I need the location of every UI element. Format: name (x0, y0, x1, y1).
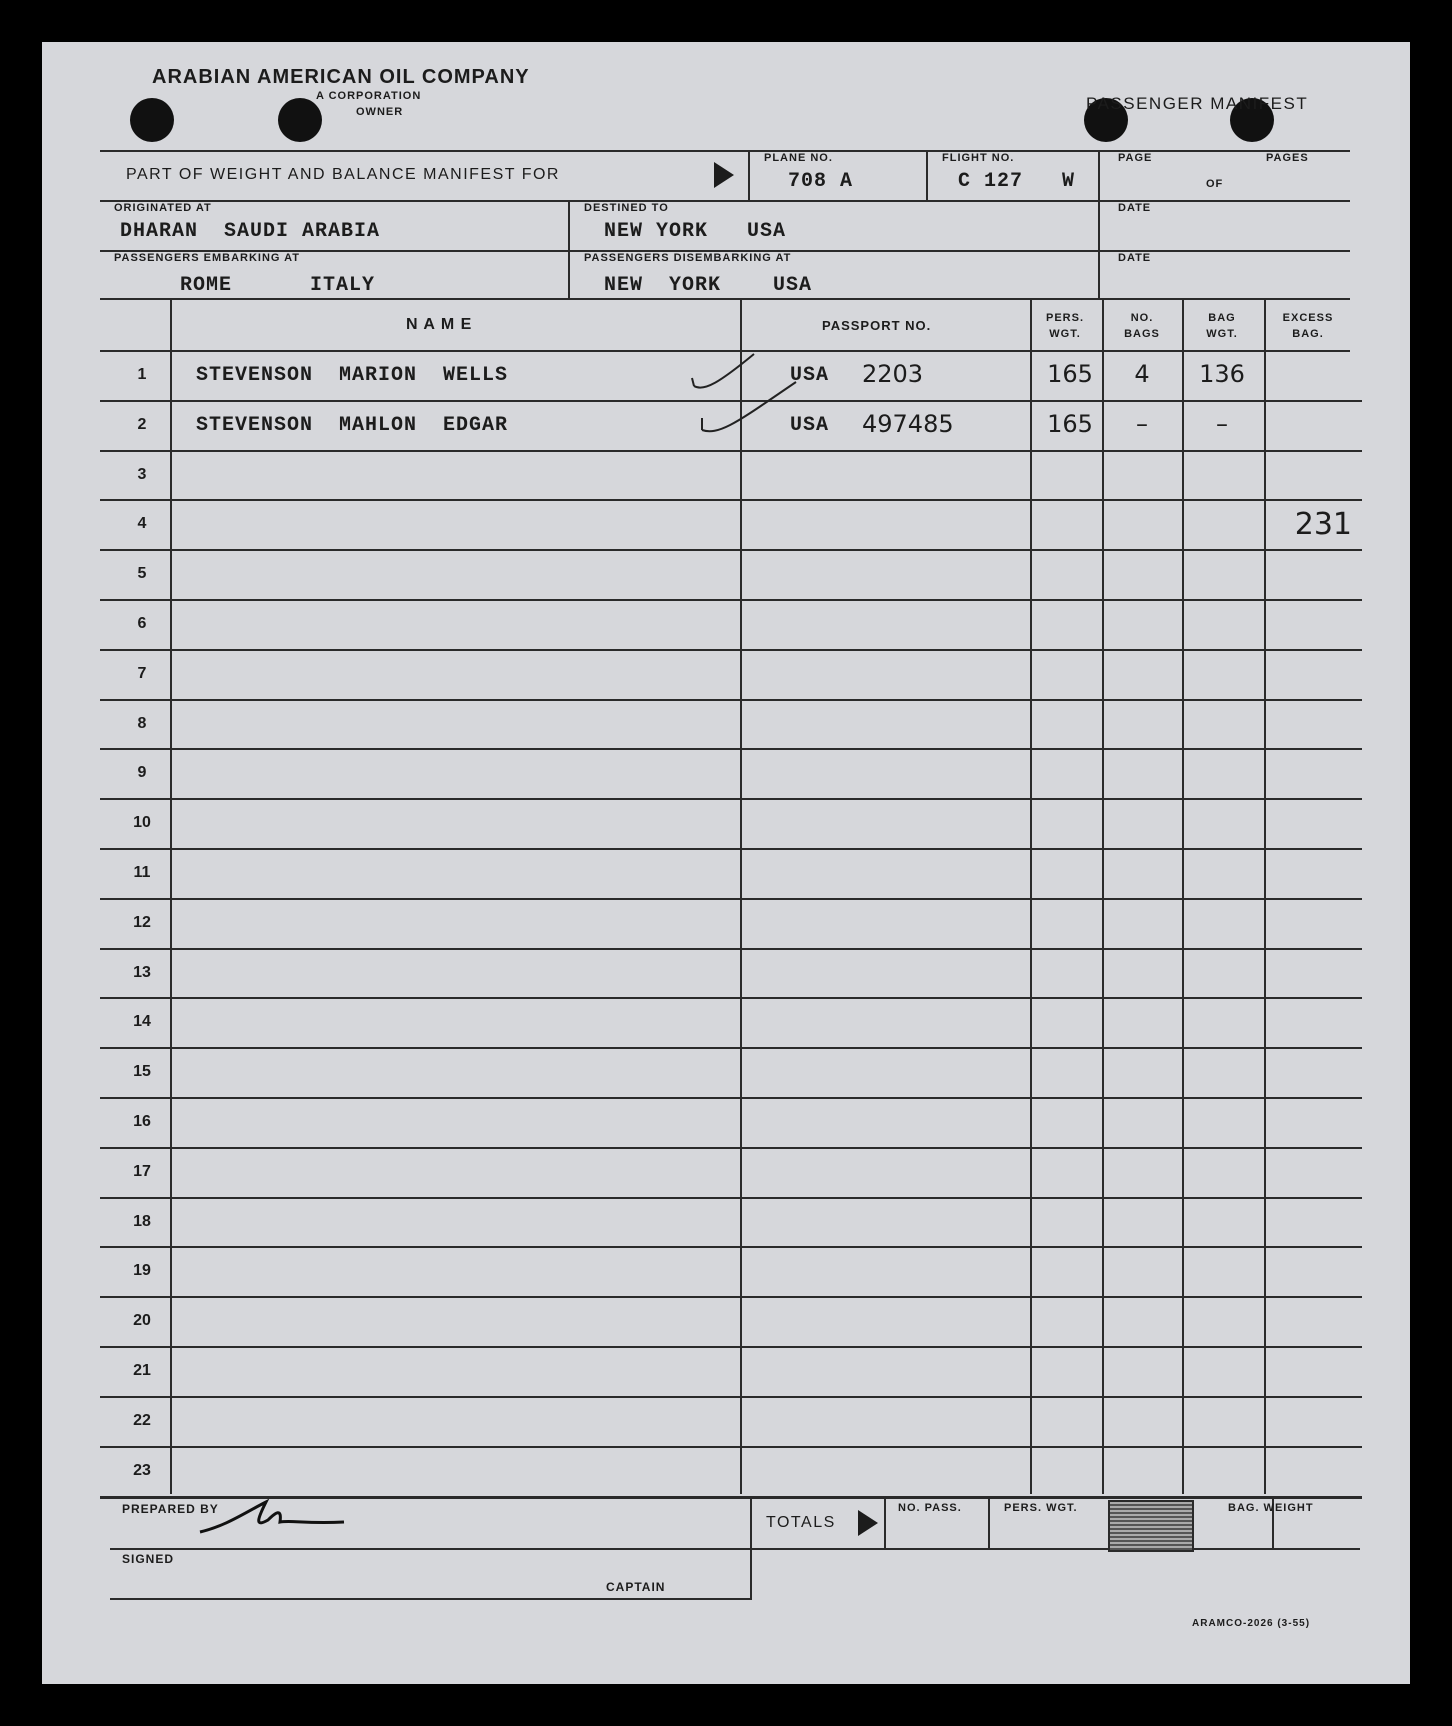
row-number: 7 (137, 665, 147, 682)
pers-wgt-total-label: PERS. WGT. (1004, 1502, 1078, 1514)
excess-bag-header: EXCESS BAG. (1282, 312, 1334, 340)
signed-label: SIGNED (122, 1552, 175, 1566)
totals-label: TOTALS (766, 1514, 836, 1531)
passport-number: 2203 (862, 360, 924, 388)
row-number: 5 (137, 565, 147, 582)
passport-country: USA (790, 364, 830, 387)
row-number: 19 (133, 1262, 151, 1279)
row-number: 17 (133, 1163, 151, 1180)
prepared-by-signature (196, 1498, 356, 1538)
embark-label: PASSENGERS EMBARKING AT (114, 252, 300, 264)
passenger-name: STEVENSON MARION WELLS (196, 364, 509, 387)
flight-no-value: C 127 W (958, 170, 1076, 193)
disembark-label: PASSENGERS DISEMBARKING AT (584, 252, 792, 264)
row-number: 21 (133, 1362, 151, 1379)
passport-column-header: PASSPORT NO. (822, 318, 932, 333)
row-number: 11 (133, 864, 151, 881)
name-column-header: N A M E (406, 316, 473, 333)
row-number: 18 (133, 1213, 151, 1230)
pers-wgt-value: 165 (1047, 360, 1093, 388)
bag-wgt-header: BAG WGT. (1206, 312, 1238, 340)
row-number: 3 (137, 466, 147, 483)
row-number: 14 (133, 1013, 151, 1030)
row-number: 1 (137, 366, 147, 383)
hatched-box (1108, 1500, 1194, 1552)
arrow-icon (714, 162, 734, 188)
row-number: 22 (133, 1412, 151, 1429)
pers-wgt-value: 165 (1047, 410, 1093, 438)
company-owner: OWNER (356, 106, 404, 118)
part-of-manifest-label: PART OF WEIGHT AND BALANCE MANIFEST FOR (126, 166, 560, 183)
plane-no-label: PLANE NO. (764, 152, 833, 164)
arrow-icon (858, 1510, 878, 1536)
row-number: 4 (137, 515, 147, 532)
date-label-1: DATE (1118, 202, 1152, 214)
destined-label: DESTINED TO (584, 202, 669, 214)
pages-label: PAGES (1266, 152, 1309, 164)
no-pass-label: NO. PASS. (898, 1502, 962, 1514)
bag-wgt-value: – (1216, 410, 1228, 438)
of-label: OF (1206, 178, 1224, 190)
captain-label: CAPTAIN (606, 1580, 666, 1594)
row-number: 16 (133, 1113, 151, 1130)
passport-number: 497485 (862, 410, 954, 438)
company-name: ARABIAN AMERICAN OIL COMPANY (152, 66, 530, 88)
row-number: 12 (133, 914, 151, 931)
row-number: 13 (133, 964, 151, 981)
bag-wgt-value: 136 (1199, 360, 1245, 388)
passport-country: USA (790, 414, 830, 437)
row-number: 15 (133, 1063, 151, 1080)
originated-value: DHARAN SAUDI ARABIA (120, 220, 381, 243)
bag-weight-total-label: BAG. WEIGHT (1228, 1502, 1314, 1514)
pers-wgt-header: PERS. WGT. (1045, 312, 1084, 340)
flight-no-label: FLIGHT NO. (942, 152, 1015, 164)
punch-hole (130, 98, 174, 142)
plane-no-value: 708 A (788, 170, 854, 193)
row-number: 6 (137, 615, 147, 632)
row-number: 2 (137, 416, 147, 433)
row-number: 10 (133, 814, 151, 831)
embark-value: ROME ITALY (180, 274, 376, 297)
no-bags-value: 4 (1134, 360, 1150, 388)
form-title: PASSENGER MANIFEST (1086, 94, 1309, 113)
company-corporation: A CORPORATION (316, 90, 422, 102)
row-number: 23 (133, 1462, 151, 1479)
form-code: ARAMCO-2026 (3-55) (1192, 1618, 1311, 1629)
disembark-value: NEW YORK USA (604, 274, 813, 297)
prepared-by-label: PREPARED BY (122, 1502, 219, 1516)
passenger-name: STEVENSON MAHLON EDGAR (196, 414, 509, 437)
destined-value: NEW YORK USA (604, 220, 787, 243)
no-bags-header: NO. BAGS (1124, 312, 1160, 340)
excess-bag-value: 231 (1294, 507, 1352, 542)
row-number: 20 (133, 1312, 151, 1329)
no-bags-value: – (1136, 410, 1148, 438)
check-mark-icon (700, 380, 800, 440)
page-label: PAGE (1118, 152, 1153, 164)
date-label-2: DATE (1118, 252, 1152, 264)
row-number: 9 (137, 764, 147, 781)
punch-hole (278, 98, 322, 142)
row-number: 8 (137, 715, 147, 732)
originated-label: ORIGINATED AT (114, 202, 212, 214)
